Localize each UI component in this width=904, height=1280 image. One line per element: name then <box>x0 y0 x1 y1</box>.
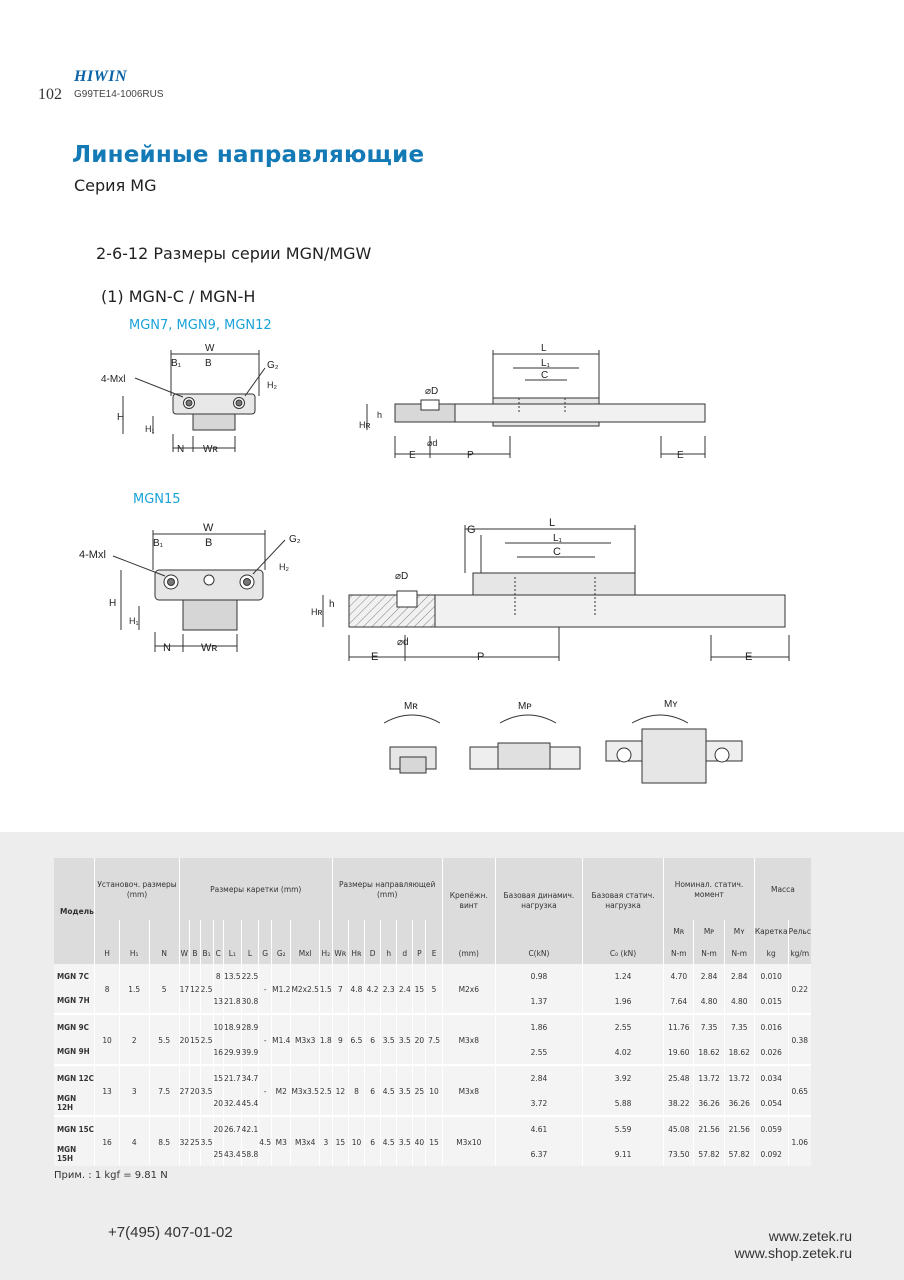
moment-diagrams <box>370 695 760 795</box>
moment-subheader: Mʏ <box>724 920 754 942</box>
table-cell: 1.96 <box>582 989 663 1015</box>
table-cell: 8 <box>213 964 224 989</box>
table-row <box>54 1116 811 1142</box>
table-cell: M2x6 <box>442 964 495 1014</box>
table-cell: 2.55 <box>582 1014 663 1040</box>
dim-h1-label: H₁ <box>145 424 155 434</box>
table-cell: MGN 7H <box>54 989 95 1015</box>
table-cell: 1.24 <box>582 964 663 989</box>
dim-wr-label: Wʀ <box>203 444 218 455</box>
table-cell: M3 <box>272 1116 291 1166</box>
table-cell: 2 <box>119 1014 149 1065</box>
table-cell: 18.62 <box>724 1040 754 1066</box>
table-cell: 12 <box>190 964 201 1014</box>
table-cell: 12 <box>332 1065 348 1116</box>
table-cell: 1.86 <box>495 1014 582 1040</box>
table-cell: M3x4 <box>291 1116 319 1166</box>
header-spacer <box>224 920 242 942</box>
table-cell: 20 <box>179 1014 190 1065</box>
table-cell: 7.35 <box>694 1014 724 1040</box>
table-cell: 36.26 <box>724 1091 754 1117</box>
dim-c-label: C <box>541 370 549 381</box>
column-header: W <box>179 942 190 964</box>
table-cell: 36.26 <box>694 1091 724 1117</box>
header-spacer <box>397 920 413 942</box>
table-cell: 22.5 <box>241 964 259 989</box>
header-spacer <box>426 920 442 942</box>
table-cell: 32 <box>179 1116 190 1166</box>
table-cell: 4.5 <box>381 1116 397 1166</box>
page-title: Линейные направляющие <box>72 142 425 168</box>
header-spacer <box>149 920 179 942</box>
table-cell: MGN 15C <box>54 1116 95 1142</box>
column-header: kg/m <box>788 942 811 964</box>
table-cell: 6 <box>365 1116 381 1166</box>
table-cell: 2.84 <box>495 1065 582 1091</box>
table-cell: 3 <box>119 1065 149 1116</box>
column-header: H₂ <box>319 942 332 964</box>
footer-shop-link[interactable]: www.shop.zetek.ru <box>734 1245 852 1261</box>
dim-mxl-label: 4-Mxl <box>101 374 126 385</box>
table-cell: 30.8 <box>241 989 259 1015</box>
table-cell: 40 <box>413 1116 426 1166</box>
dimensions-table <box>54 858 811 1166</box>
table-cell: 13.72 <box>694 1065 724 1091</box>
document-code: G99TE14-1006RUS <box>74 89 164 100</box>
table-cell: 20 <box>213 1116 224 1142</box>
brand-logo: HIWIN <box>74 68 128 85</box>
dim-d-label: ⌀D <box>425 386 439 397</box>
table-cell: MGN 15H <box>54 1142 95 1167</box>
table-cell: 10 <box>213 1014 224 1040</box>
dim-g2-label: G₂ <box>267 360 279 371</box>
table-cell: 1.5 <box>119 964 149 1014</box>
table-cell: MGN 7C <box>54 964 95 989</box>
header-spacer <box>95 920 119 942</box>
table-row <box>54 964 811 989</box>
dim-b1-label: B₁ <box>171 358 182 369</box>
table-cell: 4 <box>119 1116 149 1166</box>
table-cell: 3.5 <box>397 1014 413 1065</box>
header-spacer <box>119 920 149 942</box>
table-cell: 3.5 <box>397 1116 413 1166</box>
table-cell: 0.016 <box>754 1014 788 1040</box>
column-header: C(kN) <box>495 942 582 964</box>
table-cell: 6.5 <box>348 1014 364 1065</box>
table-cell: 4.5 <box>381 1065 397 1116</box>
table-cell: 4.8 <box>348 964 364 1014</box>
table-cell: 4.2 <box>365 964 381 1014</box>
table-cell: 8 <box>95 964 119 1014</box>
dim-b-label-15: B <box>205 537 213 549</box>
table-cell: 2.84 <box>724 964 754 989</box>
header-spacer <box>200 920 213 942</box>
moment-subheader: Mᴘ <box>694 920 724 942</box>
column-header: G <box>259 942 272 964</box>
header-spacer <box>213 920 224 942</box>
header-spacer <box>319 920 332 942</box>
column-header: H <box>95 942 119 964</box>
table-cell: 6 <box>365 1014 381 1065</box>
dim-mxl-label-15: 4-Mxl <box>79 549 106 561</box>
dim-w-label-15: W <box>203 522 214 534</box>
table-cell: 3.5 <box>381 1014 397 1065</box>
table-cell: 11.76 <box>664 1014 694 1040</box>
table-cell: 2.84 <box>694 964 724 989</box>
dim-d-label-15: ⌀D <box>395 571 409 582</box>
table-cell: - <box>259 964 272 1014</box>
table-cell: M3x8 <box>442 1014 495 1065</box>
table-cell: 2.5 <box>200 1014 213 1065</box>
page-number: 102 <box>38 86 62 103</box>
table-cell: 0.034 <box>754 1065 788 1091</box>
table-cell: 0.054 <box>754 1091 788 1117</box>
header-spacer <box>190 920 201 942</box>
table-cell: 8 <box>348 1065 364 1116</box>
table-cell: 15 <box>213 1065 224 1091</box>
column-header: Mxl <box>291 942 319 964</box>
cross-section-drawing-small <box>95 340 295 460</box>
table-cell: 19.60 <box>664 1040 694 1066</box>
column-header: h <box>381 942 397 964</box>
column-header: N-m <box>694 942 724 964</box>
table-cell: 5.5 <box>149 1014 179 1065</box>
column-header: D <box>365 942 381 964</box>
table-cell: 7.35 <box>724 1014 754 1040</box>
table-cell: 0.015 <box>754 989 788 1015</box>
column-header: d <box>397 942 413 964</box>
table-cell: 20 <box>413 1014 426 1065</box>
subsection-heading: (1) MGN-C / MGN-H <box>101 287 256 306</box>
moment-header: Номинал. статич. момент <box>664 858 755 920</box>
table-cell: MGN 12H <box>54 1091 95 1117</box>
table-cell: 21.56 <box>694 1116 724 1142</box>
table-cell: MGN 9H <box>54 1040 95 1066</box>
dim-e-label-left-15: E <box>371 651 379 663</box>
column-header: kg <box>754 942 788 964</box>
moment-mr-label: Mʀ <box>404 701 418 712</box>
table-cell: 58.8 <box>241 1142 259 1167</box>
table-cell: 1.06 <box>788 1116 811 1166</box>
table-cell: 2.4 <box>397 964 413 1014</box>
table-cell: 18.9 <box>224 1014 242 1040</box>
table-cell: 45.08 <box>664 1116 694 1142</box>
table-cell: M1.2 <box>272 964 291 1014</box>
table-cell: M3x3.5 <box>291 1065 319 1116</box>
table-cell: 4.70 <box>664 964 694 989</box>
table-cell: 32.4 <box>224 1091 242 1117</box>
table-cell: 15 <box>413 964 426 1014</box>
table-cell: 25.48 <box>664 1065 694 1091</box>
dim-small-d-label-15: ⌀d <box>397 637 409 648</box>
table-cell: - <box>259 1014 272 1065</box>
table-cell: 6.37 <box>495 1142 582 1167</box>
table-cell: 34.7 <box>241 1065 259 1091</box>
table-cell: 25 <box>413 1065 426 1116</box>
table-cell: 15 <box>190 1014 201 1065</box>
table-row <box>54 1014 811 1040</box>
column-header: (mm) <box>442 942 495 964</box>
table-cell: 7.64 <box>664 989 694 1015</box>
dim-c-label-15: C <box>553 546 561 558</box>
header-spacer <box>241 920 259 942</box>
column-header: E <box>426 942 442 964</box>
column-header: B <box>190 942 201 964</box>
moment-my-label: Mʏ <box>664 699 678 710</box>
header-spacer <box>272 920 291 942</box>
table-cell: 16 <box>95 1116 119 1166</box>
mounting-header: Установоч. размеры (mm) <box>95 858 179 920</box>
table-cell: 20 <box>213 1091 224 1117</box>
header-spacer <box>332 920 348 942</box>
mass-rail-header: Рельс <box>788 920 811 942</box>
table-cell: M2 <box>272 1065 291 1116</box>
dim-w-label: W <box>205 343 215 354</box>
dim-h-label: H <box>117 412 125 423</box>
header-spacer <box>179 920 190 942</box>
table-cell: 7 <box>332 964 348 1014</box>
table-cell: 3.5 <box>397 1065 413 1116</box>
table-cell: 38.22 <box>664 1091 694 1117</box>
dim-e-label-right: E <box>677 450 684 461</box>
table-cell: 21.7 <box>224 1065 242 1091</box>
table-cell: 13.72 <box>724 1065 754 1091</box>
table-cell: 0.026 <box>754 1040 788 1066</box>
moment-subheader: Mʀ <box>664 920 694 942</box>
footer-phone: +7(495) 407-01-02 <box>108 1224 233 1241</box>
dim-b-label: B <box>205 358 212 369</box>
column-header: L₁ <box>224 942 242 964</box>
carriage-header: Размеры каретки (mm) <box>179 858 332 920</box>
table-cell: 57.82 <box>694 1142 724 1167</box>
dim-p-label: P <box>467 450 474 461</box>
table-cell: 4.61 <box>495 1116 582 1142</box>
table-cell: 2.3 <box>381 964 397 1014</box>
dim-e-label-left: E <box>409 450 416 461</box>
dim-n-label: N <box>177 444 185 455</box>
column-header: N-m <box>664 942 694 964</box>
static-load-header: Базовая статич. нагрузка <box>582 858 663 942</box>
table-cell: 18.62 <box>694 1040 724 1066</box>
table-cell: 2.5 <box>319 1065 332 1116</box>
table-cell: 26.7 <box>224 1116 242 1142</box>
header-spacer <box>365 920 381 942</box>
model-header: Модель <box>54 858 95 964</box>
table-cell: 21.56 <box>724 1116 754 1142</box>
dim-e-label-right-15: E <box>745 651 753 663</box>
table-cell: 13 <box>95 1065 119 1116</box>
table-cell: 27 <box>179 1065 190 1116</box>
table-cell: 3.5 <box>200 1065 213 1116</box>
table-cell: 9 <box>332 1014 348 1065</box>
dim-p-label-15: P <box>477 651 485 663</box>
table-cell: 21.8 <box>224 989 242 1015</box>
dim-wr-label-15: Wʀ <box>201 642 218 654</box>
header-spacer <box>381 920 397 942</box>
table-cell: 5 <box>149 964 179 1014</box>
dim-g2-label-15: G₂ <box>289 534 301 545</box>
column-header: B₁ <box>200 942 213 964</box>
footnote: Прим. : 1 kgf = 9.81 N <box>54 1170 168 1181</box>
dim-g-label-15: G <box>467 524 476 536</box>
table-cell: MGN 12C <box>54 1065 95 1091</box>
dim-h2-label-15: H₂ <box>279 562 289 572</box>
table-cell: 39.9 <box>241 1040 259 1066</box>
table-cell: 2.55 <box>495 1040 582 1066</box>
table-cell: 4.80 <box>724 989 754 1015</box>
column-header: H₁ <box>119 942 149 964</box>
table-cell: M3x8 <box>442 1065 495 1116</box>
dim-hr-label-15: Hʀ <box>311 607 323 617</box>
bolt-header: Крепёжн. винт <box>442 858 495 942</box>
table-cell: 73.50 <box>664 1142 694 1167</box>
table-cell: 1.8 <box>319 1014 332 1065</box>
table-cell: MGN 9C <box>54 1014 95 1040</box>
moment-mp-label: Mᴘ <box>518 701 532 712</box>
mass-block-header: Каретка <box>754 920 788 942</box>
side-view-drawing-mgn15 <box>305 515 795 670</box>
table-cell: 6 <box>365 1065 381 1116</box>
table-cell: 29.9 <box>224 1040 242 1066</box>
table-cell: 15 <box>426 1116 442 1166</box>
table-cell: 3.5 <box>200 1116 213 1166</box>
column-header: N-m <box>724 942 754 964</box>
column-header: C₀ (kN) <box>582 942 663 964</box>
dim-h-small-label: h <box>377 410 383 420</box>
table-cell: 10 <box>95 1014 119 1065</box>
mass-header: Масса <box>754 858 811 920</box>
column-header: Hʀ <box>348 942 364 964</box>
side-view-drawing-small <box>355 340 715 465</box>
dim-small-d-label: ⌀d <box>427 438 438 448</box>
table-cell: 3.92 <box>582 1065 663 1091</box>
column-header: N <box>149 942 179 964</box>
dim-h2-label: H₂ <box>267 380 277 390</box>
dim-l1-label-15: L₁ <box>553 533 562 544</box>
table-cell: 10 <box>426 1065 442 1116</box>
table-cell: 4.5 <box>259 1116 272 1166</box>
dim-l-label: L <box>541 343 547 354</box>
dim-hr-label: Hʀ <box>359 420 371 430</box>
footer-site-link[interactable]: www.zetek.ru <box>768 1228 852 1244</box>
column-header: P <box>413 942 426 964</box>
dim-l1-label: L₁ <box>541 358 550 369</box>
table-cell: 5.88 <box>582 1091 663 1117</box>
table-cell: 4.02 <box>582 1040 663 1066</box>
table-cell: 1.37 <box>495 989 582 1015</box>
table-cell: 42.1 <box>241 1116 259 1142</box>
rail-header: Размеры направляющей (mm) <box>332 858 442 920</box>
header-spacer <box>348 920 364 942</box>
table-cell: 25 <box>213 1142 224 1167</box>
table-cell: 13 <box>213 989 224 1015</box>
dim-h1-label-15: H₁ <box>129 616 139 626</box>
dim-b1-label-15: B₁ <box>153 538 164 549</box>
dim-h-label-15: H <box>109 598 117 609</box>
table-cell: 3.72 <box>495 1091 582 1117</box>
dim-h-small-label-15: h <box>329 599 335 610</box>
table-cell: 28.9 <box>241 1014 259 1040</box>
table-cell: M1.4 <box>272 1014 291 1065</box>
table-cell: 10 <box>348 1116 364 1166</box>
column-header: C <box>213 942 224 964</box>
table-cell: 45.4 <box>241 1091 259 1117</box>
table-cell: 7.5 <box>149 1065 179 1116</box>
cross-section-drawing-mgn15 <box>75 520 305 660</box>
table-cell: 0.010 <box>754 964 788 989</box>
table-cell: M2x2.5 <box>291 964 319 1014</box>
table-cell: 5.59 <box>582 1116 663 1142</box>
column-header: G₂ <box>272 942 291 964</box>
table-cell: 4.80 <box>694 989 724 1015</box>
table-cell: 1.5 <box>319 964 332 1014</box>
table-cell: 7.5 <box>426 1014 442 1065</box>
table-cell: 57.82 <box>724 1142 754 1167</box>
table-cell: 3 <box>319 1116 332 1166</box>
table-cell: 13.5 <box>224 964 242 989</box>
column-header: Wʀ <box>332 942 348 964</box>
dim-n-label-15: N <box>163 642 171 654</box>
column-header: L <box>241 942 259 964</box>
table-cell: 0.38 <box>788 1014 811 1065</box>
table-cell: 2.5 <box>200 964 213 1014</box>
header-spacer <box>413 920 426 942</box>
table-cell: 25 <box>190 1116 201 1166</box>
table-cell: 0.22 <box>788 964 811 1014</box>
section-heading: 2-6-12 Размеры серии MGN/MGW <box>96 244 372 263</box>
header-spacer <box>259 920 272 942</box>
table-cell: 15 <box>332 1116 348 1166</box>
table-cell: 0.65 <box>788 1065 811 1116</box>
table-cell: - <box>259 1065 272 1116</box>
table-cell: 5 <box>426 964 442 1014</box>
table-cell: M3x3 <box>291 1014 319 1065</box>
drawing-caption-mgn15: MGN15 <box>133 492 181 507</box>
table-cell: 0.092 <box>754 1142 788 1167</box>
table-cell: M3x10 <box>442 1116 495 1166</box>
dynamic-load-header: Базовая динамич. нагрузка <box>495 858 582 942</box>
table-cell: 17 <box>179 964 190 1014</box>
table-row <box>54 1065 811 1091</box>
table-cell: 43.4 <box>224 1142 242 1167</box>
dim-l-label-15: L <box>549 517 556 529</box>
drawing-caption-small-models: MGN7, MGN9, MGN12 <box>129 318 272 333</box>
page-subtitle: Серия MG <box>74 176 157 195</box>
table-cell: 8.5 <box>149 1116 179 1166</box>
table-cell: 16 <box>213 1040 224 1066</box>
header-spacer <box>291 920 319 942</box>
table-cell: 0.98 <box>495 964 582 989</box>
table-cell: 0.059 <box>754 1116 788 1142</box>
table-cell: 9.11 <box>582 1142 663 1167</box>
table-cell: 20 <box>190 1065 201 1116</box>
